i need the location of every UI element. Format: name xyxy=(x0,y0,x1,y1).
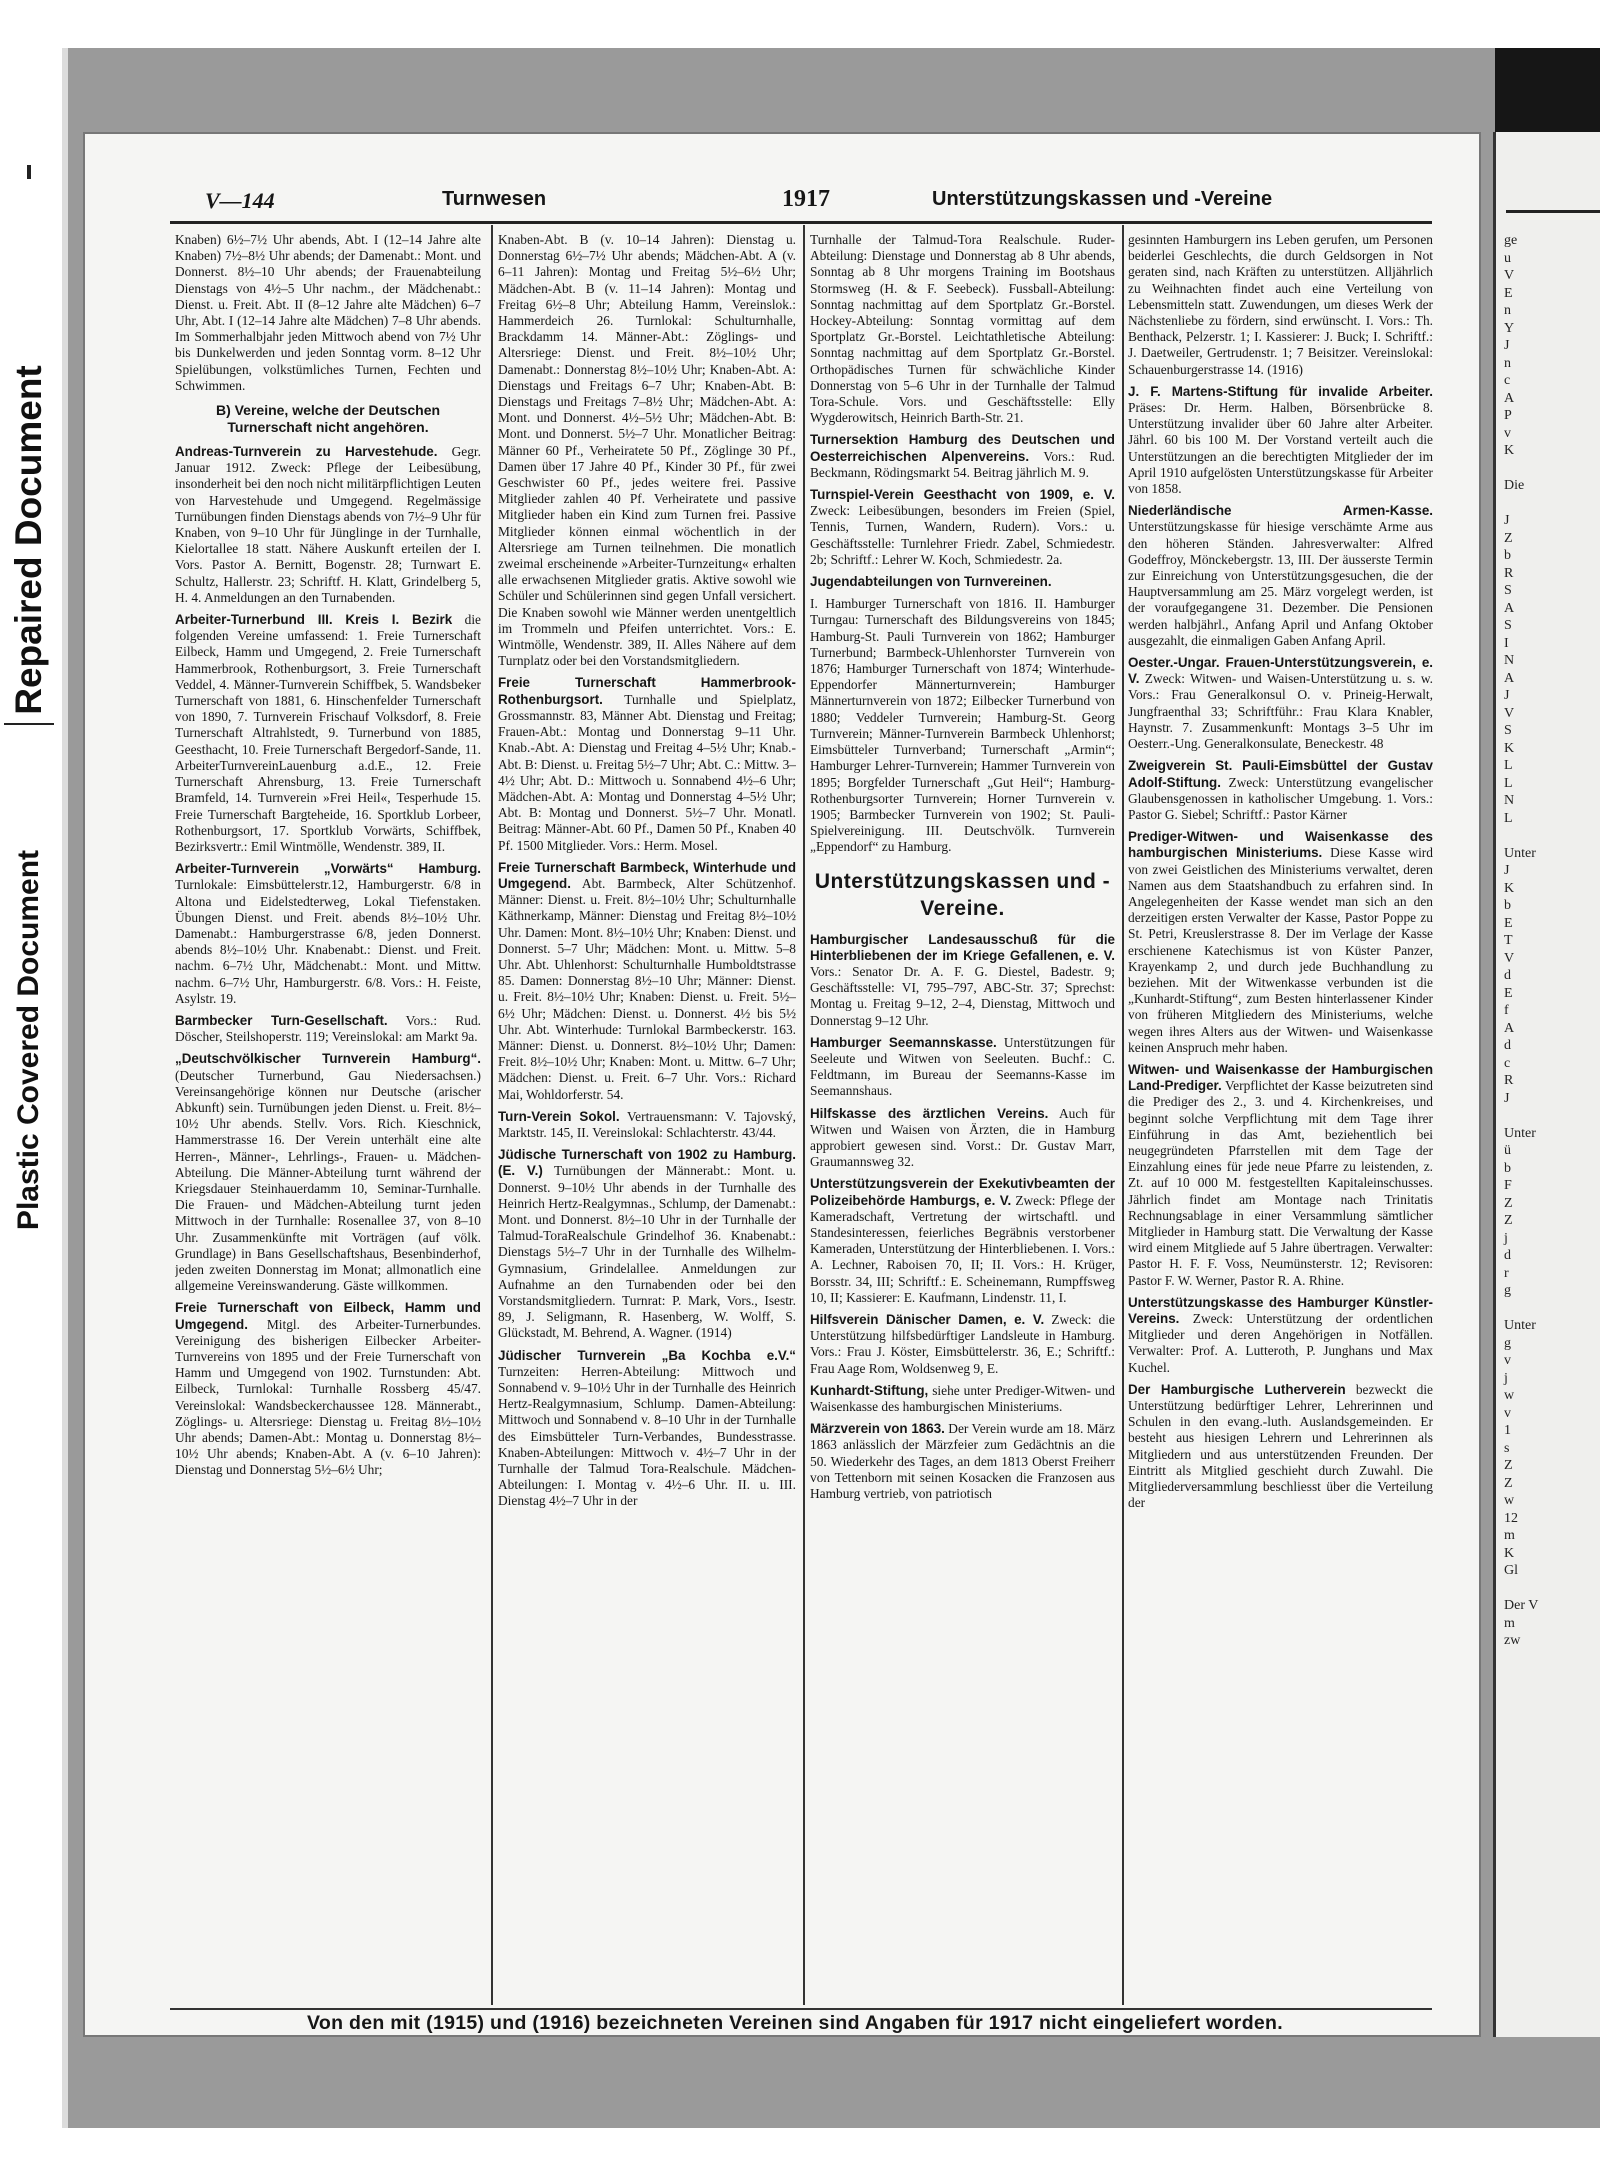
entry-text: die folgenden Vereine umfassend: 1. Freie Turnerschaft Eilbeck, Hamm und Umgegend, 2. Freie Turnerschaft Hammerbrook, Rothenburgsort, 3. Freie Turnerschaft Veddel, 4. Männer-Turnverein Schiffbek, 5. Wandsbeker Turnerschaft von 1881, 6. Hinschenfelder Turnerschaft von 1890, 7. Turnverein Frischauf Volksdorf, 8. Freie Turnerschaft Altrahlstedt, 9. Turnerbund von 1885, Geesthacht, 10. Freie Turnerschaft Bergedorf-Sande, 11. ArbeiterTurnvereinLauenburg a.d.E., 12. Freie Turnerschaft Ahrensburg, 13. Freie Turnerschaft Bramfeld, 14. Turnverein »Frei Heil«, Tesperhude 15. Freie Turnerschaft Bargteheide, 16. Sportklub Lorbeer, Rothenburgsort, 17. Sportklub Vorwärts, Schiffbek, Bezirksvertr.: Emil Wintmölle, Wendenstr. 389, II. xyxy=(175,612,481,854)
repaired-document-label: Repaired Document xyxy=(8,365,49,715)
text-column-2 xyxy=(498,232,796,2010)
entry xyxy=(810,1383,1115,1415)
entry-name: Jugendabteilungen von Turnvereinen. xyxy=(810,574,1052,590)
entry-text: Gegr. Januar 1912. Zweck: Pflege der Leibesübung, insonderheit bei den noch nicht militärpflichtigen Leuten von Harvestehude und Umgegend. Regelmässige Turnübungen finden Dienstags abends von 7½–9 Uhr für Knaben, von 9–10 Uhr für Jünglinge in der Turnhalle, Kielortallee 18 statt. Nähere Auskunft erteilen der I. Vors. Pastor A. Bernitt, Bogenstr. 28; Turnwart E. Schultz, Hallerstr. 23; Schriftf. H. Klatt, Grindelberg 5, H. 4. Anmeldungen an den Turnabenden. xyxy=(175,444,481,605)
entry xyxy=(175,612,481,855)
text-column-1 xyxy=(175,232,481,2010)
paragraph: Knaben-Abt. B (v. 10–14 Jahren): Dienstag u. Donnerstag 6½–7½ Uhr abends; Mädchen-Abt. A (v. 6–11 Jahren): Montag und Freitag 5½–6½ Uhr; Mädchen-Abt. B (v. 11–14 Jahren): Montag und Freitag 6½–8 Uhr; Abteilung Hamm, Vereinslok.: Hammerdeich 26. Turnlokal: Schulturnhalle, Brackdamm 14. Männer-Abt.: Zöglings- und Altersriege: Dienst. und Freit. 8½–10½ Uhr; Damenabt.: Donnerstag 8½–10½ Uhr; Knaben-Abt. A: Dienstags und Freitags 6–7 Uhr; Knaben-Abt. B: Dienstags und Freitags 7–8½ Uhr; Mädchen-Abt. A: Mont. und Donnerst. 4½–5½ Uhr; Mädchen-Abt. B: Mont. und Donnerst. 5½–7 Uhr. Monatlicher Beitrag: Männer 60 Pf., Verheiratete 50 Pf., Zöglinge 30 Pf., Damen über 17 Jahre 40 Pf., Kinder 30 Pf., für zwei Geschwister 60 Pf., jedes weitere frei. Passive Mitglieder zahlen 40 Pf. Verheiratete und passive Mitglieder haben ein Kind zum Turnen frei. Passive Mitglieder können einmal wöchentlich in der Altersriege am Turnen teilnehmen. Die monatlich zweimal erscheinende »Arbeiter-Turnzeitung« erhalten alle erwachsenen Mitglieder gratis. Aktive sowohl wie Schüler und Schülerinnen sind gegen Unfall versichert. Die Knaben sowohl wie Männer werden unentgeltlich im Trommeln und Pfeifen unterrichtet. Vors.: E. Wintmölle, Wendenstr. 389, II. Alles Nähere auf dem Turnplatz oder bei den Vorstandsmitgliedern. xyxy=(498,232,796,669)
paragraph: Turnhalle der Talmud-Tora Realschule. Ruder-Abteilung: Dienstage und Donnerstag ab 8 Uhr abends, Sonntag ab 8 Uhr morgens Training im Bootshaus Stormsweg (H. & F. Seebeck). Fussball-Abteilung: Sonntag nachmittag auf dem Sportplatz Gr.-Borstel. Hockey-Abteilung: Sonntag vormittag auf dem Sportplatz Gr.-Borstel. Leichtathletische Abteilung: Sonntag nachmittag auf dem Sportplatz Gr.-Borstel. Orthopädisches Turnen für schwächliche Kinder Donnerstag von 5–6 Uhr in der Turnhalle der Talmud Tora-Schule. Vors. und Geschäftsstelle: Elly Wygderowitsch, Heinrich Barth-Str. 21. xyxy=(810,232,1115,426)
section-title-left: Turnwesen xyxy=(442,188,547,210)
entry-text: Vors.: Rud. Beckmann, Rödingsmarkt 54. Beitrag jährlich M. 9. xyxy=(810,448,1115,480)
entry-text: Zweck: Unterstützung evangelischer Glaubensgenossen in katholischer Umgebung. 1. Vors.: Pastor G. Siebel; Schriftf.: Pastor Kärner xyxy=(1128,774,1433,822)
entry-text: Zweck: die Unterstützung hilfsbedürftiger Landsleute in Hamburg. Vors.: Frau J. Köster, Eimsbüttelerstr. 36, E.; Schriftf.: Frau Aage Rom, Woldsenweg 9, E. xyxy=(810,1311,1115,1376)
entry-name: Unterstützungsverein der Exekutivbeamten der Polizeibehörde Hamburgs, e. V. xyxy=(810,1176,1115,1208)
entry xyxy=(810,432,1115,481)
entry-text: Verpflichtet der Kasse beizutreten sind die Prediger des 2., 3. und 4. Kirchenkreises, und beginnt solche Verpflichtung mit dem Tage ihrer Einführung in das Amt, beziehentlich bei neugegründeten Pfarrstellen mit dem Tage der Einzahlung eines für jede neue Pfarre zu leistenden, z. Zt. auf 10 000 M. festgestellten Kapitaleinschusses. Jährlich findet am Montage nach Trinitatis Rechnungsablage in einer Versammlung sämtlicher Mitglieder in Hamburg statt. Die Verwaltung der Kasse wird einem Mitgliede auf 5 Jahre übertragen. Verwalter: Pastor H. F. F. Voss, Neumünsterstr. 12; Revisoren: Pastor F. W. Werner, Pastor R. A. Rhine. xyxy=(1128,1078,1433,1288)
entry xyxy=(1128,384,1433,497)
scan-edge xyxy=(62,48,68,2128)
column-rule xyxy=(1122,225,1124,2005)
entry xyxy=(175,1013,481,1045)
entry-name: Märzverein von 1863. xyxy=(810,1421,945,1437)
subsection-heading: B) Vereine, welche der Deutschen Turnerschaft nicht angehören. xyxy=(215,402,441,436)
entry-name: Hamburgischer Landesausschuß für die Hinterbliebenen der im Kriege Gefallenen, e. V. xyxy=(810,931,1115,963)
entry-name: Niederländische Armen-Kasse. xyxy=(1128,503,1433,519)
entry-text: Präses: Dr. Herm. Halben, Börsenbrücke 8. Unterstützung invalider über 60 Jahre alter Arbeiter. Jährl. 60 bis 100 M. Der Vorstand verteilt auch die Unterstützungen an die berechtigten Mitglieder der im April 1910 aufgelösten Unterstützungskasse für Arbeiter von 1858. xyxy=(1128,400,1433,497)
entry xyxy=(175,1051,481,1294)
entry xyxy=(175,1300,481,1478)
entry xyxy=(175,444,481,606)
entry-text: (Deutscher Turnerbund, Gau Niedersachsen.) Vereinsangehörige können nur Deutsche (arischer Abkunft) sein. Turnübungen jeden Dienst. u. Freit. 8½–10½ Uhr abends. Stellv. Vors. Rich. Kieschnick, Hammerstrasse 16. Der Verein unterhält eine alte Herren-, Männer-, Lehrlings-, Frauen- u. Mädchen-Abteilung. Die Männer-Abteilung turnt während der Kriegsdauer Steinhauerdamm 10, Seminar-Turnhalle. Die Frauen- und Mädchen-Abteilung turnt jeden Mittwoch in der Turnhalle: Rosenallee 37, von 8–10 Uhr. Zusammenkünfte mit Vorträgen (auf völk. Grundlage) in Bans Gesellschaftshaus, Besenbinderhof, jeden zweiten Donnerstag im Monat; allmonatlich eine allgemeine Vereinswanderung. Gäste willkommen. xyxy=(175,1067,481,1294)
entry-name: Hilfsverein Dänischer Damen, e. V. xyxy=(810,1311,1045,1327)
running-header xyxy=(120,188,1442,216)
entry-name: Prediger-Witwen- und Waisenkasse des hamburgischen Ministeriums. xyxy=(1128,829,1433,861)
entry-name: Turn-Verein Sokol. xyxy=(498,1108,620,1124)
entry-text: Abt. Barmbeck, Alter Schützenhof. Männer: Dienst. u. Freit. 8½–10½ Uhr; Schulturnhalle Käthnerkamp, Männer: Dienstag und Freitag 8½–10½ Uhr. Damen: Mont. 8½–10½ Uhr; Knaben: Dienst. und Donnerst. 5–7 Uhr; Mädchen: Mont. u. Mittw. 5–8 Uhr. Abt. Uhlenhorst: Schulturnhalle Humboldtstrasse 85. Damen: Donnerstag 8½–10 Uhr; Männer: Dienst. u. Freit. 8½–10½ Uhr; Knaben: Dienst. u. Freit. 5½–6½ Uhr; Mädchen: Dienst. u. Donnerst. 4½ bis 5½ Uhr. Abt. Winterhude: Turnlokal Barmbeckerstr. 163. Männer: Dienst. u. Donnerst. 8½–10½ Uhr; Damen: Freit. 8½–10½ Uhr; Knaben: Mont. u. Mittw. 6–7 Uhr; Mädchen: Dienst. u. Freit. 6–7 Uhr. Vors.: Richard Mai, Wohldorferstr. 54. xyxy=(498,875,796,1102)
entry-text: Zweck: Witwen- und Waisen-Unterstützung u. s. w. Vors.: Frau Generalkonsul O. v. Prineig-Herwalt, Jungfraenthal 33; Schriftführ.: Frau Klara Knabler, Haynstr. 7. Zusammenkunft: Montags 3–5 Uhr im Oesterr.-Ung. Generalkonsulate, Beneckestr. 48 xyxy=(1128,671,1433,752)
entry-text: Turnhalle und Spielplatz, Grossmannstr. 83, Männer Abt. Dienstag und Freitag; Frauen-Abt.: Montag und Donnerstag 9–11 Uhr. Knab.-Abt. A: Dienstag und Freitag 4–5½ Uhr; Knab.-Abt. B: Dienst. u. Freitag 5½–7 Uhr; Abt. C.: Mittw. 3–4½ Uhr; Abt. D.: Mittwoch u. Sonnabend 4½–6 Uhr; Mädchen-Abt. A: Montag und Donnerstag 4–5½ Uhr; Abt. B: Montag und Donnerst. 5½–7 Uhr. Monatl. Beitrag: Männer-Abt. 60 Pf., Damen 50 Pf., Knaben 40 Pf. 1500 Mitglieder. Vors.: Herm. Mosel. xyxy=(498,691,796,853)
entry-name: Jüdischer Turnverein „Ba Kochba e.V.“ xyxy=(498,1347,796,1363)
entry-text: Turnübungen der Männerabt.: Mont. u. Donnerst. 9–10½ Uhr abends in der Turnhalle des Heinrich Hertz-Realgymnas., Schlump, der Damenabt.: Mont. und Donnerst. 8½–10 Uhr in der Turnhalle der Talmud-ToraRealschule Grindelhof 36. Knabenabt.: Dienstags 5½–7 Uhr in der Turnhalle des Wilhelm-Gymnasium, Grindelallee. Anmeldungen zur Aufnahme an den Turnabenden oder bei den Vorstandsmitgliedern. Turnrat: P. Mark, Vors., Isestr. 89, J. Seligmann, R. Hasenberg, W. Wolff, S. Glückstadt, M. Behrend, A. Wagner. (1914) xyxy=(498,1163,796,1341)
entry xyxy=(810,1312,1115,1377)
entry-name: Jüdische Turnerschaft von 1902 zu Hamburg. (E. V.) xyxy=(498,1147,796,1179)
text-column-4 xyxy=(1128,232,1433,2010)
entry-name: Freie Turnerschaft von Eilbeck, Hamm und Umgegend. xyxy=(175,1300,481,1332)
entry-name: Arbeiter-Turnverein „Vorwärts“ Hamburg. xyxy=(175,861,481,877)
entry-name: J. F. Martens-Stiftung für invalide Arbeiter. xyxy=(1128,383,1433,399)
entry-text: Unterstützungen für Seeleute und Witwen von Seeleuten. Buchf.: C. Feldtmann, im Bureau der Seemanns-Kasse im Seemannshaus. xyxy=(810,1034,1115,1099)
binder-dash xyxy=(27,165,31,179)
entry-name: Turnspiel-Verein Geesthacht von 1909, e. V. xyxy=(810,487,1115,503)
entry xyxy=(1128,758,1433,823)
entry-name: Andreas-Turnverein zu Harvestehude. xyxy=(175,444,438,460)
entry xyxy=(810,1106,1115,1171)
paragraph: gesinnten Hamburgern ins Leben gerufen, um Personen beiderlei Geschlechts, die durch Geldsorgen in Not geraten sind, nach Kräften zu unterstützen. Alljährlich zu Weihnachten findet auch eine Verteilung von Lebensmitteln statt. Zuwendungen, um dieses Werk der Nächstenliebe zu fördern, sind erwünscht. I. Vors.: Th. Benthack, Pelzerstr. 1; I. Kassierer: J. Buck; I. Schriftf.: J. Daetweiler, Gertrudenstr. 1; 7 Beisitzer. Vereinslokal: Schauenburgerstrasse 14. (1916) xyxy=(1128,232,1433,377)
entry-name: Kunhardt-Stiftung, xyxy=(810,1382,929,1398)
entry-name: Turnersektion Hamburg des Deutschen und Oesterreichischen Alpenvereins. xyxy=(810,432,1115,464)
entry xyxy=(810,574,1115,590)
entry xyxy=(1128,655,1433,752)
entry xyxy=(810,487,1115,568)
entry-name: Hilfskasse des ärztlichen Vereins. xyxy=(810,1105,1049,1121)
facing-page-fragments: ge u V E n Y J n c A P v K Die J Z b R S A S I N A J V S K L L N L Unter J K b E T V d E f A d c R J Unter ü b F Z Z j d r g Unter g v j w v 1 s Z Z w 12 m K Gl Der V m zw xyxy=(1504,233,1539,1648)
binder-strip xyxy=(0,175,58,1320)
entry xyxy=(175,861,481,1007)
entry-name: „Deutschvölkischer Turnverein Hamburg“. xyxy=(175,1051,481,1067)
page-number: V—144 xyxy=(205,188,275,213)
facing-page-rule xyxy=(1506,210,1600,213)
entry xyxy=(498,1109,796,1141)
entry-text: Turnzeiten: Herren-Abteilung: Mittwoch und Sonnabend v. 9–10½ Uhr in der Turnhalle des Heinrich Hertz-Realgymnasium, Schlump. Damen-Abteilung: Mittwoch und Sonnabend v. 8–10 Uhr in der Turnhalle des Eimsbütteler Turn-Verbandes, Bundesstrasse. Knaben-Abteilungen: Mittwoch v. 4½–7 Uhr in der Turnhalle der Talmud Tora-Realschule. Mädchen-Abteilungen: I. Montag v. 4½–6 Uhr. II. u. III. Dienstag 4½–7 Uhr in der xyxy=(498,1363,796,1509)
column-rule xyxy=(803,225,805,2005)
entry xyxy=(810,932,1115,1029)
paragraph: I. Hamburger Turnerschaft von 1816. II. Hamburger Turngau: Turnerschaft des Bildungsvereins von 1845; Hamburg-St. Pauli Turnverein von 1862; Hamburger Turnerbund; Barmbeck-Uhlenhorster Turnverein von 1876; Hamburger Turnerschaft von 1874; Winterhude-Eppendorfer Männerturnverein; Hamburger Männerturnverein von 1872; Eilbecker Turnerbund von 1880; Veddeler Turnverein; Hamburg-St. Georg Turnverein; Männer-Turnverein Barmbeck Uhlenhorst; Eimsbütteler Turnverband; Turnerschaft „Armin“; Hamburger Lehrer-Turnverein; Hammer Turnverein von 1895; Borgfelder Turnerschaft „Gut Heil“; Hamburg-Rothenburgsorter Turnverein; Horner Turnverein v. 1905; Barmbecker Turnverein von 1902; St. Pauli-Spielvereinigung. III. Deutschvölk. Turnverein „Eppendorf“ zu Hamburg. xyxy=(810,596,1115,855)
entry xyxy=(810,1176,1115,1306)
entry xyxy=(810,1035,1115,1100)
entry-text: bezweckt die Unterstützung bedürftiger Lehrer, Lehrerinnen und Schulen in den evang.-luth. Auslandsgemeinden. Er besteht aus hiesigen Lehrern und Lehrerinnen als Mitgliedern und aus unterstützenden Freunden. Der Eintritt als Mitglied geschieht durch Zuwahl. Die Mitgliederversammlung beschliesst über die Verteilung der xyxy=(1128,1381,1433,1511)
entry-text: Zweck: Leibesübungen, besonders im Freien (Spiel, Tennis, Turnen, Wandern, Rudern). Vors.: u. Geschäftsstelle: Turnlehrer Friedr. Zabel, Schmiedestr. 2b; Schriftf.: Lehrer W. Koch, Schmiedestr. 2a. xyxy=(810,503,1115,567)
footer-rule xyxy=(170,2008,1432,2010)
entry-name: Oester.-Ungar. Frauen-Unterstützungsverein, e. V. xyxy=(1128,655,1433,687)
entry-name: Zweigverein St. Pauli-Eimsbüttel der Gustav Adolf-Stiftung. xyxy=(1128,758,1433,790)
entry xyxy=(498,675,796,853)
entry-name: Arbeiter-Turnerbund III. Kreis I. Bezirk xyxy=(175,612,453,628)
entry-name: Der Hamburgische Lutherverein xyxy=(1128,1381,1346,1397)
plastic-covered-label: Plastic Covered Document xyxy=(12,849,45,1231)
section-heading: Unterstützungskassen und -Vereine. xyxy=(814,869,1111,920)
entry-text: Vertrauensmann: V. Tajovský, Marktstr. 145, II. Vereinslokal: Schlachterstr. 43/44. xyxy=(498,1108,796,1140)
year: 1917 xyxy=(782,186,830,212)
text-column-3 xyxy=(810,232,1115,2010)
entry-text: siehe unter Prediger-Witwen- und Waisenkasse des hamburgischen Ministeriums. xyxy=(810,1382,1115,1414)
entry-name: Freie Turnerschaft Hammerbrook-Rothenburgsort. xyxy=(498,675,796,707)
entry-text: Der Verein wurde am 18. März 1863 anlässlich der Märzfeier zum Gedächtnis an die 50. Wiederkehr des Tages, an dem 1813 Oberst Freiherr von Tettenborn mit seinen Kosacken die Franzosen aus Hamburg vertrieb, von patriotisch xyxy=(810,1421,1115,1502)
entry-text: Diese Kasse wird von zwei Geistlichen des Ministeriums verwaltet, deren Namen aus dem Staatshandbuch zu erfahren sind. In Angelegenheiten der Kasse wendet man sich an den derzeitigen ersten Verwalter der Kasse, Pastor Poppe zu St. Petri, Kreuslerstrasse 8. Der im Verlage der Kasse erschienene Katechismus ist von Küster Panzer, Krayenkamp 2, und durch jede Buchhandlung zu beziehen. Mit der Witwenkasse verbunden ist die „Kunhardt-Stiftung“, zum Besten hinterlassener Kinder von früheren Mitgliedern des Ministeriums, welche wegen ihres Alters aus der Witwen- und Waisenkasse keinen Anspruch mehr haben. xyxy=(1128,845,1433,1055)
entry-text: Vors.: Senator Dr. A. F. G. Diestel, Badestr. 9; Geschäftsstelle: VI, 795–797, ABC-Str. 37; Sprechst: Montag u. Freitag 9–12, 2–4, Dienstag, Mittwoch und Donnerstag 9–12 Uhr. xyxy=(810,963,1115,1028)
header-rule xyxy=(170,221,1432,224)
entry-text: Turnlokale: Eimsbüttelerstr.12, Hamburgerstr. 6/8 in Altona und Eidelstedterweg, Lokal Tiefenstaken. Übungen Dienst. und Freit. abends 8½–10½ Uhr. Damenabt.: Hamburgerstrasse 6/8, jeden Donnerst. abends 8½–10½ Uhr. Knabenabt.: Dienst. und Freit. nachm. 6–7½ Uhr, Mädchenabt.: Mont. und Mittw. nachm. 6–7½ Uhr, Hamburgerstr. 6/8. Vors.: H. Feiste, Asylstr. 19. xyxy=(175,877,481,1006)
entry-text: Vors.: Rud. Döscher, Steilshoperstr. 119; Vereinslokal: am Markt 9a. xyxy=(175,1012,481,1045)
entry-name: Freie Turnerschaft Barmbeck, Winterhude und Umgegend. xyxy=(498,859,796,891)
binder-separator xyxy=(4,723,54,725)
entry-text: Unterstützungskasse für hiesige verschämte Arme aus den höheren Ständen. Jahresverwalter: Alfred Godeffroy, Mönckebergstr. 13, III. Der äusserste Termin zur Einreichung von Unterstützungsgesuchen, die der Hauptversammlung am 25. März vorgelegt werden, ist der voraufgegangene 31. Dezember. Die Pensionen werden halbjährl., Anfang April und Anfang Oktober ausgezahlt, die einmaligen Gaben Anfang April. xyxy=(1128,519,1433,648)
entry-name: Hamburger Seemannskasse. xyxy=(810,1034,997,1050)
entry-name: Witwen- und Waisenkasse der Hamburgischen Land-Prediger. xyxy=(1128,1061,1433,1094)
entry xyxy=(498,1348,796,1510)
entry-text: Zweck: Pflege der Kameradschaft, Vertretung der wirtschaftl. und Standesinteressen, feierliches Begräbnis verstorbener Kameraden, Unterstützung der Hinterbliebenen. I. Vors.: A. Lechner, Raboisen 70, II; II. Vors.: H. Krüger, Borsstr. 34, III; Schriftf.: E. Scheinemann, Rumpffsweg 10, II; Kassierer: E. Kaufmann, Lindenstr. 11, I. xyxy=(810,1192,1115,1305)
entry xyxy=(1128,1295,1433,1376)
entry xyxy=(810,1421,1115,1502)
column-rule xyxy=(491,225,493,2005)
entry xyxy=(1128,503,1433,649)
section-title-right: Unterstützungskassen und -Vereine xyxy=(932,188,1273,210)
entry-name: Unterstützungskasse des Hamburger Künstler-Vereins. xyxy=(1128,1294,1433,1326)
entry-text: Mitgl. des Arbeiter-Turnerbundes. Vereinigung des bisherigen Eilbecker Arbeiter-Turnvereins von 1895 und der Freie Turnerschaft von Hamm und Umgegend von 1902. Turnstunden: Abt. Eilbeck, Turnlokal: Turnhalle Rossberg 45/47. Vereinslokal: Wandsbeckerchaussee 128. Männerabt., Zöglings- u. Altersriege: Dienstag u. Freitag 8½–10½ Uhr abends; Damen-Abt.: Montag u. Donnerstag 8½–10½ Uhr abends; Knaben-Abt. A (v. 6–10 Jahren): Dienstag und Donnerstag 5½–6½ Uhr; xyxy=(175,1316,481,1478)
entry xyxy=(1128,1062,1433,1289)
facing-page-edge xyxy=(1493,132,1600,2037)
entry-name: Barmbecker Turn-Gesellschaft. xyxy=(175,1012,388,1028)
footer-note: Von den mit (1915) und (1916) bezeichneten Vereinen sind Angaben für 1917 nicht eingeliefert worden. xyxy=(307,2012,1283,2034)
entry xyxy=(1128,1382,1433,1512)
entry xyxy=(498,1147,796,1341)
entry xyxy=(1128,829,1433,1056)
top-margin xyxy=(0,0,1600,50)
entry-text: Zweck: Unterstützung der ordentlichen Mitglieder und deren Angehörigen in Notfällen. Verwalter: Prof. A. Lutteroth, P. Junghans und Max Kuchel. xyxy=(1128,1311,1433,1375)
entry-text: Auch für Witwen und Waisen von Ärzten, die in Hamburg approbiert gewesen sind. Vorst.: Dr. Gustav Marr, Graumannsweg 32. xyxy=(810,1105,1115,1170)
paragraph: Knaben) 6½–7½ Uhr abends, Abt. I (12–14 Jahre alte Knaben) 7½–8½ Uhr abends; der Damenabt.: Mont. und Donnerst. 8½–10 Uhr abends; der Frauenabteilung Dienstags von 4½–5 Uhr nachm., der Mädchenabt.: Dienst. u. Freit. Abt. II (8–12 Jahre alte Mädchen) 6–7 Uhr, Abt. I (12–14 Jahre alte Mädchen) 7–8 Uhr abends. Im Sommerhalbjahr jeden Mittwoch abend von 7½ Uhr bis Dunkelwerden und jeden Sonntag vorm. 8–12 Uhr Spielübungen, volkstümliches Turnen, Fechten und Schwimmen. xyxy=(175,232,481,393)
entry xyxy=(498,860,796,1103)
